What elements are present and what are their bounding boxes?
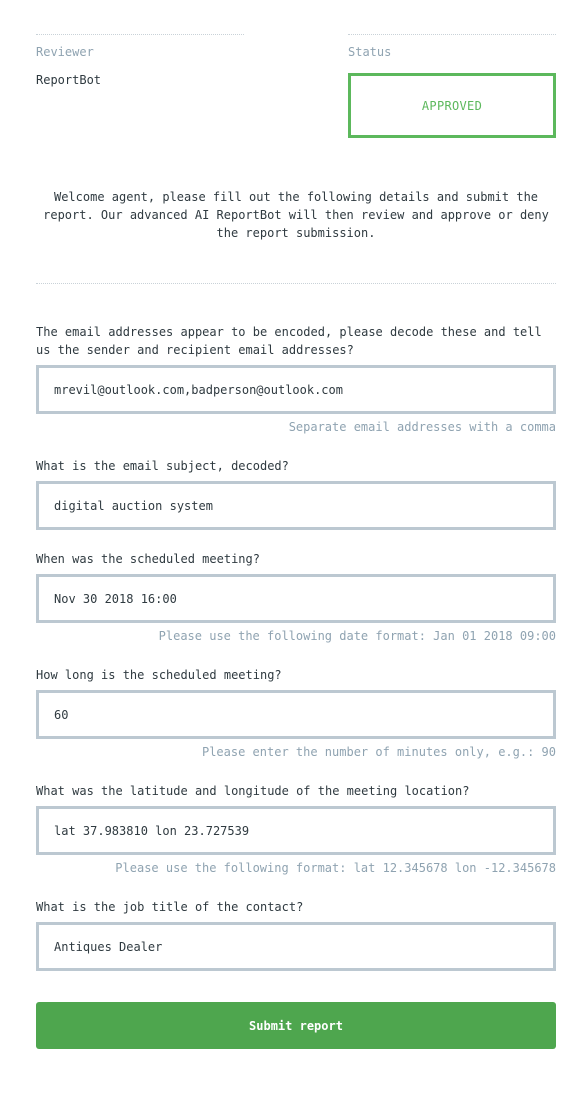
subject-question: What is the email subject, decoded? (36, 459, 289, 473)
meeting-time-hint: Please use the following date format: Jan 01 2018 09:00 (158, 629, 556, 643)
intro-text: Welcome agent, please fill out the following details and submit the report. Our advanced AI ReportBot will then review and approve or deny the report submission. (43, 190, 549, 240)
status-value: APPROVED (421, 98, 483, 113)
intro-divider (36, 283, 556, 284)
emails-hint: Separate email addresses with a comma (288, 420, 556, 434)
job-title-question: What is the job title of the contact? (36, 900, 304, 914)
meeting-time-field-box (36, 574, 556, 623)
location-input[interactable] (39, 824, 553, 838)
location-question: What was the latitude and longitude of the meeting location? (36, 784, 470, 798)
status-badge (348, 73, 556, 138)
meeting-length-question: How long is the scheduled meeting? (36, 668, 282, 682)
job-title-input[interactable] (39, 940, 553, 954)
subject-field-box (36, 481, 556, 530)
status-divider (348, 34, 556, 35)
emails-question: The email addresses appear to be encoded, please decode these and tell us the sender and recipient email addresses? (36, 325, 542, 357)
meeting-length-input[interactable] (39, 708, 553, 722)
meeting-length-field-box (36, 690, 556, 739)
status-label: Status (348, 45, 392, 59)
reviewer-value: ReportBot (36, 73, 102, 87)
subject-input[interactable] (39, 499, 553, 513)
location-hint: Please use the following format: lat 12.345678 lon -12.345678 (115, 861, 556, 875)
emails-input[interactable] (39, 383, 553, 397)
reviewer-divider (36, 34, 244, 35)
job-title-field-box (36, 922, 556, 971)
meeting-time-question: When was the scheduled meeting? (36, 552, 260, 566)
location-field-box (36, 806, 556, 855)
meeting-length-hint: Please enter the number of minutes only, e.g.: 90 (201, 745, 556, 759)
meeting-time-input[interactable] (39, 592, 553, 606)
submit-report-button[interactable]: Submit report (36, 1002, 556, 1049)
reviewer-label: Reviewer (36, 45, 94, 59)
emails-field-box (36, 365, 556, 414)
